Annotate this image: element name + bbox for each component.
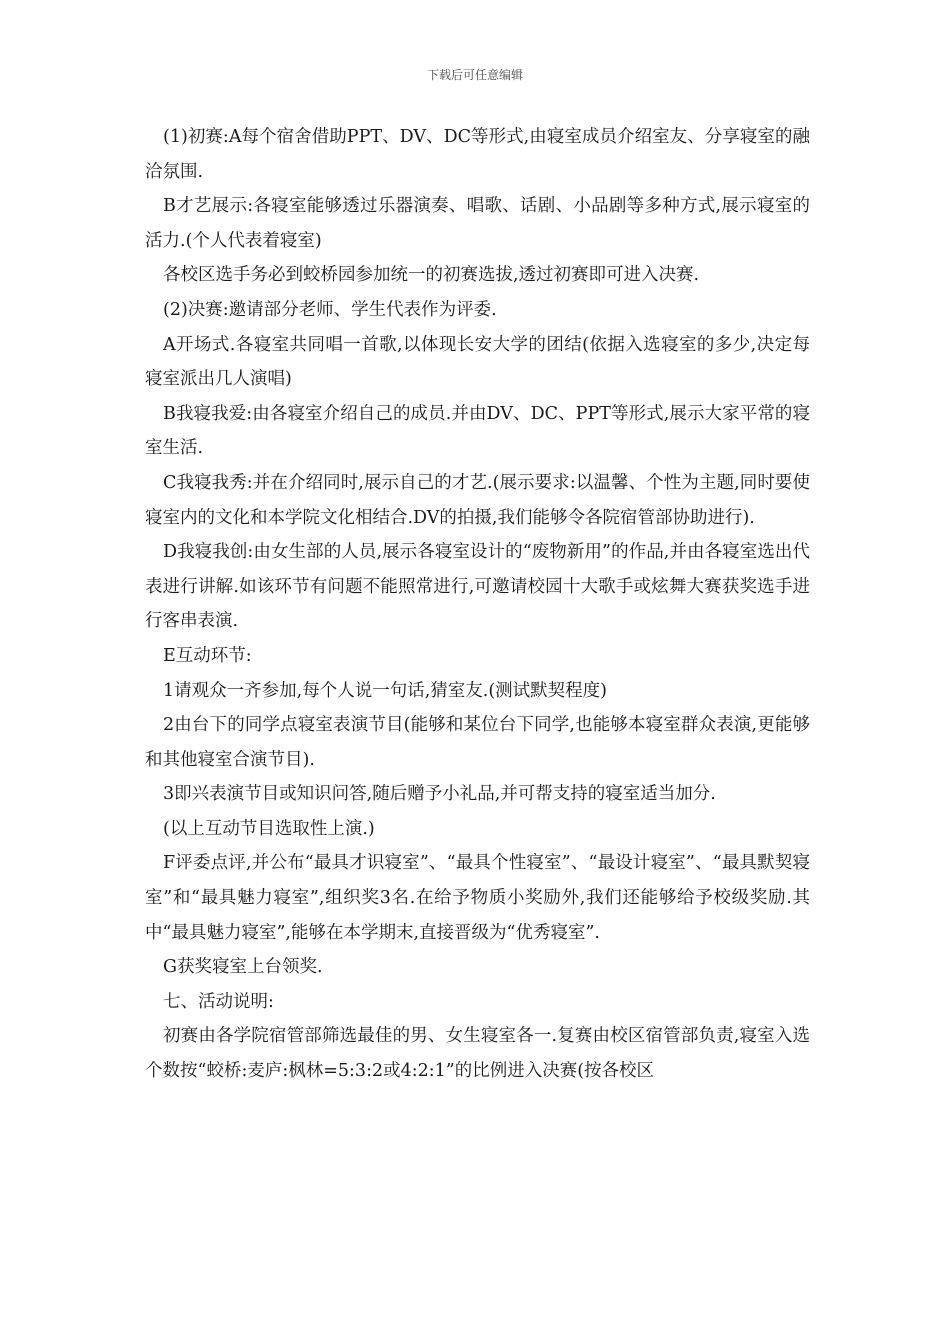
paragraph: 初赛由各学院宿管部筛选最佳的男、女生寝室各一.复赛由校区宿管部负责,寝室入选个数按“蛟桥:麦庐:枫林=5:3:2或4:2:1”的比例进入决赛(按各校区 <box>145 1026 810 1082</box>
paragraph: A开场式.各寝室共同唱一首歌,以体现长安大学的团结(依据入选寝室的多少,决定每寝室派出几人演唱) <box>145 334 810 390</box>
paragraph: 七、活动说明: <box>163 991 274 1012</box>
paragraph: B我寝我爱:由各寝室介绍自己的成员.并由DV、DC、PPT等形式,展示大家平常的寝室生活. <box>145 403 810 459</box>
document-body <box>145 120 810 1089</box>
page-header: 下载后可任意编辑 <box>426 68 523 82</box>
paragraph: 3即兴表演节目或知识问答,随后赠予小礼品,并可帮支持的寝室适当加分. <box>163 784 716 805</box>
paragraph: (1)初赛:A每个宿舍借助PPT、DV、DC等形式,由寝室成员介绍室友、分享寝室的融洽氛围. <box>145 127 810 182</box>
paragraph: F评委点评,并公布“最具才识寝室”、“最具个性寝室”、“最设计寝室”、“最具默契寝室”和“最具魅力寝室”,组织奖3名.在给予物质小奖励外,我们还能够给予校级奖励.其中“最具魅力寝室”,能够在本学期末,直接晋级为“优秀寝室”. <box>145 853 810 943</box>
paragraph: B才艺展示:各寝室能够透过乐器演奏、唱歌、话剧、小品剧等多种方式,展示寝室的活力.(个人代表着寝室) <box>145 196 810 251</box>
paragraph: (以上互动节目选取性上演.) <box>163 818 375 839</box>
paragraph: 2由台下的同学点寝室表演节目(能够和某位台下同学,也能够本寝室群众表演,更能够和其他寝室合演节目). <box>145 715 810 770</box>
paragraph: E互动环节: <box>163 645 252 666</box>
paragraph: G获奖寝室上台领奖. <box>163 957 323 978</box>
paragraph: (2)决赛:邀请部分老师、学生代表作为评委. <box>163 299 497 320</box>
paragraph: 1请观众一齐参加,每个人说一句话,猜室友.(测试默契程度) <box>163 680 607 701</box>
paragraph: 各校区选手务必到蛟桥园参加统一的初赛选拔,透过初赛即可进入决赛. <box>163 265 700 286</box>
paragraph: D我寝我创:由女生部的人员,展示各寝室设计的“废物新用”的作品,并由各寝室选出代表进行讲解.如该环节有问题不能照常进行,可邀请校园十大歌手或炫舞大赛获奖选手进行客串表演. <box>145 542 810 632</box>
paragraph: C我寝我秀:并在介绍同时,展示自己的才艺.(展示要求:以温馨、个性为主题,同时要使寝室内的文化和本学院文化相结合.DV的拍摄,我们能够令各院宿管部协助进行). <box>145 472 810 528</box>
